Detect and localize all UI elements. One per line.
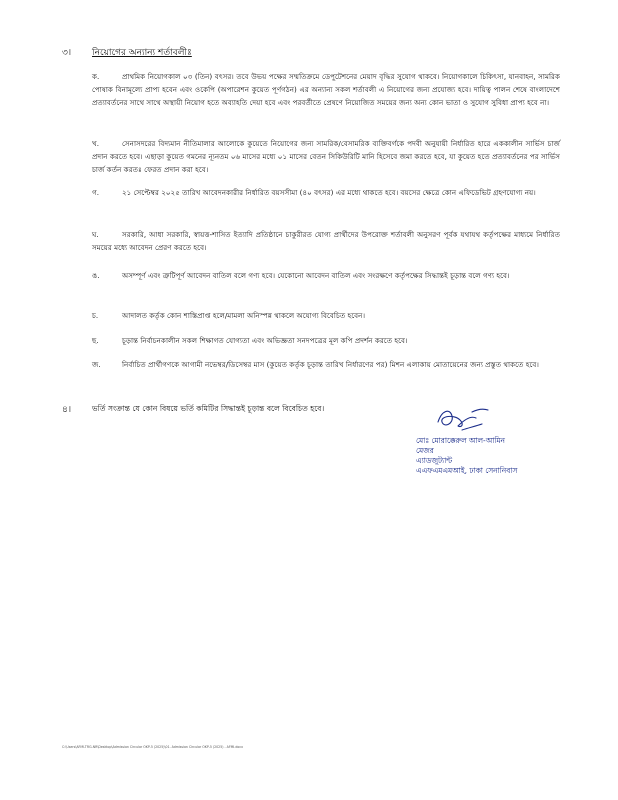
footer-file-path: C:\Users\AFMI-TRG-NR\Desktop\Admission Circular OKP-5 (2025)\01. Admission Circular OKP-5 (2025) - AFMI.docx	[62, 745, 243, 749]
condition-text: চূড়ান্ত নির্বাচনকালীন সকল শিক্ষাগত যোগ্যতা এবং অভিজ্ঞতা সনদপত্রের মূল কপি প্রদর্শন করতে হবে।	[122, 336, 408, 345]
condition-label: ঘ.	[92, 230, 99, 239]
condition-item-chha	[92, 334, 560, 347]
condition-label: জ.	[92, 360, 101, 369]
signatory-name: মোঃ মোরাক্কেরুল আল-আমিন	[416, 436, 505, 445]
signatory-rank: মেজর	[416, 446, 434, 455]
condition-item-gha	[92, 228, 560, 254]
condition-label: ঙ.	[92, 271, 100, 280]
condition-item-ka	[92, 70, 560, 109]
condition-label: খ.	[92, 139, 100, 148]
condition-text: প্রাথমিক নিয়োগকাল ০৩ (তিন) বৎসর। তবে উভয় পক্ষের সম্মতিক্রমে ডেপুটেশনের মেয়াদ বৃদ্ধির সুযোগ থাকবে। নিয়োগকালে চিকিৎসা, যানবাহন, সামরিক পোষাক বিনামূল্যে প্রাপ্য হবেন এবং ওকেপি (অপারেশন কুয়েত পূর্ণগঠন) এর অন্যান্য সকল শর্তাবলী এ নিয়োগের জন্য প্রযোজ্য হবে। দায়িত্ব পালন শেষে বাংলাদেশে প্রত্যাবর্তনের সাথে সাথে অস্থায়ী নিয়োগ হতে অব্যাহতি দেয়া হবে এবং পরবর্তীতে প্রেষণে নিয়োজিত সময়ের জন্য অন্য কোন ভাতা ও সুযোগ সুবিধা প্রাপ্য হবে না।	[92, 72, 560, 107]
signatory-unit: এএফএমএমআই, ঢাকা সেনানিবাস	[416, 466, 518, 475]
condition-item-cha	[92, 309, 560, 322]
condition-text: আদালত কর্তৃক কোন শাস্তিপ্রাপ্ত হলে/মামলা অনিস্পন্ন থাকলে অযোগ্য বিবেচিত হবেন।	[122, 311, 366, 320]
condition-item-ga	[92, 186, 560, 199]
condition-item-umo	[92, 269, 560, 282]
handwritten-signature	[432, 404, 492, 434]
condition-item-kha	[92, 137, 560, 176]
condition-label: ছ.	[92, 336, 99, 345]
section-3-number: ৩।	[62, 48, 72, 58]
signature-block	[416, 436, 517, 476]
condition-text: অসম্পূর্ণ এবং ত্রুটিপূর্ণ আবেদন বাতিল বলে গণ্য হবে। যেকোনো আবেদন বাতিল এবং সংরক্ষণে কর্তৃপক্ষের সিদ্ধান্তই চূড়ান্ত বলে গণ্য হবে।	[122, 271, 510, 280]
section-3-title: নিয়োগের অন্যান্য শর্তাবলীঃ	[92, 48, 192, 58]
condition-text: নির্বাচিত প্রার্থীগণকে আগামী নভেম্বর/ডিসেম্বর মাস (কুয়েত কর্তৃক চূড়ান্ত তারিখ নির্ধারণের পর) মিশন এলাকায় মোতায়েনের জন্য প্রস্তুত থাকতে হবে।	[122, 360, 539, 369]
condition-label: গ.	[92, 188, 99, 197]
condition-text: সরকারি, আধা সরকারি, স্বায়ত্ত-শাসিত ইত্যাদি প্রতিষ্ঠানে চাকুরীরত যোগ্য প্রার্থীদের উপরোক্ত শর্তাবলী অনুসরণ পূর্বক যথাযথ কর্তৃপক্ষের মাধ্যমে নির্ধারিত সময়ের মধ্যে আবেদন প্রেরণ করতে হবে।	[92, 230, 560, 252]
signatory-role: এ্যাডজুট্যান্ট	[416, 456, 453, 465]
condition-text: ২১ সেপ্টেম্বর ২০২৫ তারিখ আবেদনকারীর নির্ধারিত বয়সসীমা (৪০ বৎসর) এর মধ্যে থাকতে হবে। বয়সের ক্ষেত্রে কোন এফিডেভিট গ্রহণযোগ্য নয়।	[122, 188, 536, 197]
condition-text: সেনাসদরের বিদ্যমান নীতিমালার আলোকে কুয়েতে নিয়োগের জন্য সামরিক/বেসামরিক ব্যক্তিবর্গকে পদবী অনুযায়ী নির্ধারিত হারে এককালীন সার্ভিস চার্জ প্রদান করতে হবে। এছাড়া কুয়েত গমনের ন্যূনতম ০৬ মাসের মধ্যে ০১ মাসের বেতন সিকিউরিটি মানি হিসেবে জমা করতে হবে, যা কুয়েত হতে প্রত্যাবর্তনের পর সার্ভিস চার্জ কর্তন করতঃ ফেরত প্রদান করা হবে।	[92, 139, 560, 174]
condition-label: চ.	[92, 311, 99, 320]
condition-item-ja	[92, 358, 560, 371]
condition-label: ক.	[92, 72, 100, 81]
section-4-number: ৪।	[62, 405, 72, 415]
section-4-text: ভর্তি সংক্রান্ত যে কোন বিষয়ে ভর্তি কমিটির সিদ্ধান্তই চূড়ান্ত বলে বিবেচিত হবে।	[92, 404, 325, 413]
